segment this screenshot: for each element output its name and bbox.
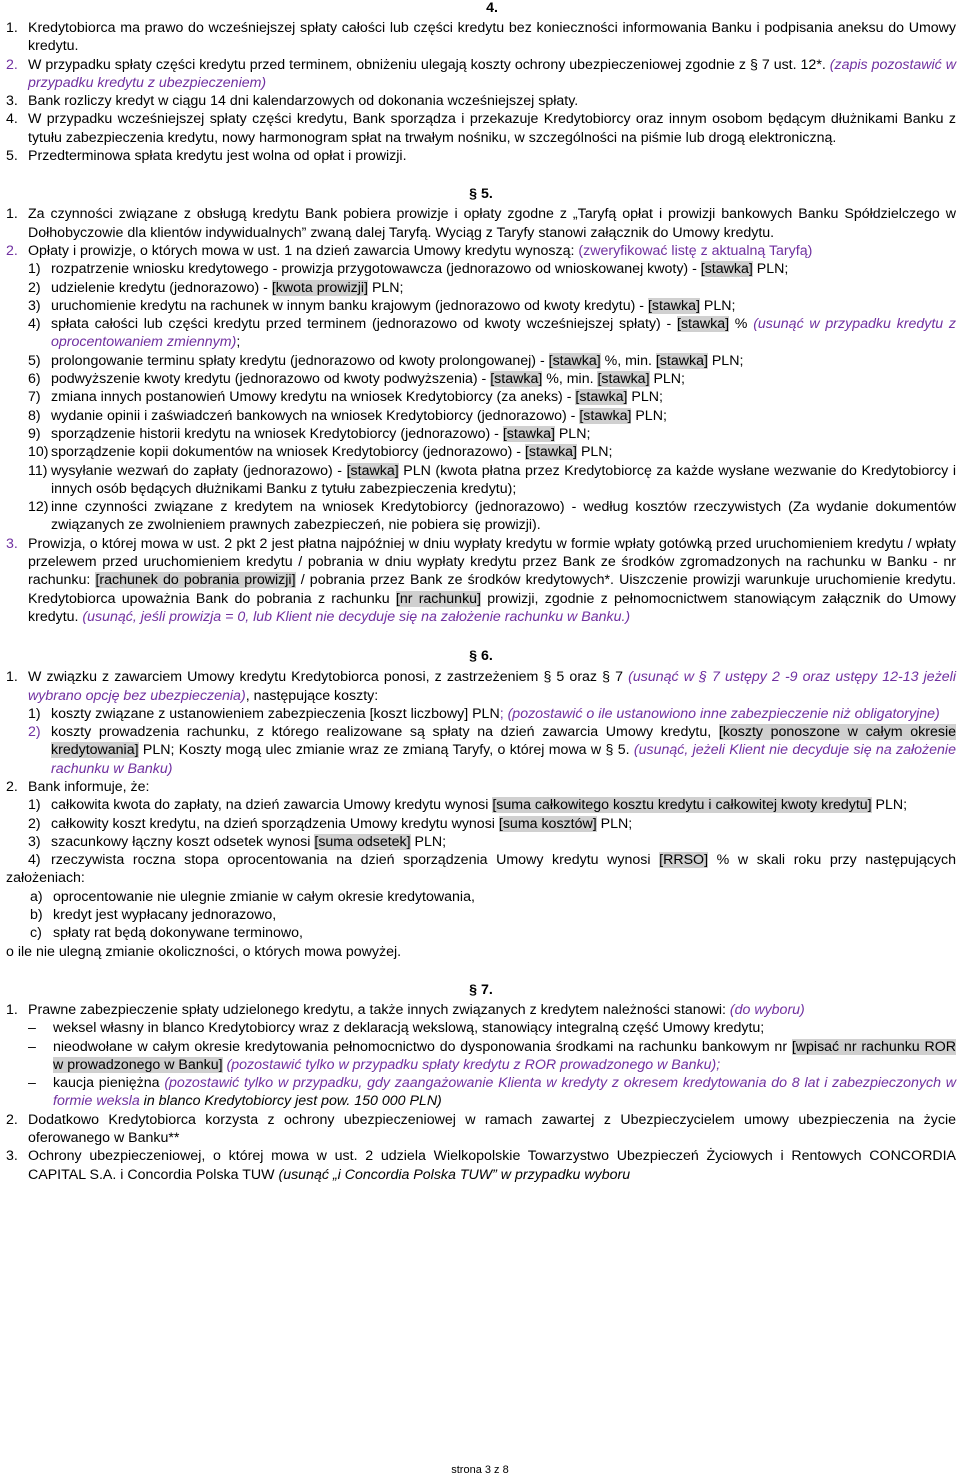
placeholder-field: [stawka] xyxy=(548,352,601,369)
info-item-2 xyxy=(6,815,956,833)
cost-note: (usunąć, jeżeli Klient nie decyduje się na założenie rachunku w Banku) xyxy=(51,742,956,777)
page-footer: strona 3 z 8 xyxy=(451,1464,509,1476)
item-text: Bank rozliczy kredyt w ciągu 14 dni kalendarzowych od dokonania wcześniejszej spłaty. xyxy=(28,93,579,110)
assumption-item xyxy=(6,888,956,906)
placeholder-field: [stawka] xyxy=(647,297,700,314)
sec7-item-3 xyxy=(6,1147,956,1184)
cost-separator: ; xyxy=(499,705,504,722)
document-page xyxy=(6,0,956,1184)
assumption-letter: b) xyxy=(30,907,43,924)
assumption-item xyxy=(6,906,956,924)
fee-text-mid: %, min. xyxy=(600,352,656,369)
assumption-letter: a) xyxy=(30,888,43,905)
fee-text-end: PLN; xyxy=(577,444,613,461)
fee-number: 8) xyxy=(28,407,41,424)
fee-item xyxy=(6,407,956,425)
placeholder-field: [suma kosztów] xyxy=(498,815,597,832)
item-note: (zapis pozostawić w przypadku kredytu z ubezpieczeniem) xyxy=(28,56,956,91)
fee-text-mid: % xyxy=(729,316,754,333)
info-number: 1) xyxy=(28,797,41,814)
fee-text: udzielenie kredytu (jednorazowo) - xyxy=(51,279,272,296)
fee-text-end: ; xyxy=(236,334,241,351)
fee-text-end: PLN; xyxy=(554,425,591,442)
item-text: Prawne zabezpieczenie spłaty udzielonego kredytu, a także innych związanych z kredytem należności stanowi: xyxy=(28,1001,730,1018)
info-text: całkowity koszt kredytu, na dzień sporządzenia Umowy kredytu wynosi xyxy=(51,815,499,832)
fee-text: spłata całości lub części kredytu przed terminem (jednorazowo od kwoty wcześniejszej spłaty) - xyxy=(51,316,677,333)
item-text: W przypadku wcześniejszej spłaty części kredytu, Bank sporządza i przekazuje Kredytobiorcy oraz innym osobom będącym dłużnikami Banku z tytułu zabezpieczenia kredytu, nowy harmonogram spłat na trwałym nośniku, w szczególności na piśmie lub drogą elektroniczną. xyxy=(28,111,956,146)
collateral-note: (pozostawić tylko w przypadku, gdy zaangażowanie Klienta w kredyty z okresem kredytowania do 8 lat i zabezpieczonych w formie weksla xyxy=(53,1075,957,1110)
item-text: Prowizja, o której mowa w ust. 2 pkt 2 jest płatna najpóźniej w dniu wypłaty kredytu w formie wpłaty gotówką przed uruchomieniem kredytu / wpłaty przelewem przed uruchomieniem kredytu / pobrania w dniu wypłaty kredytu przez Bank ze środków zgromadzonych na rachunku w Banku - nr rachunku: xyxy=(28,535,956,589)
fee-number: 7) xyxy=(28,389,41,406)
fee-item xyxy=(6,352,956,370)
dash-bullet: – xyxy=(28,1038,36,1055)
item-note: (usunąć „i Concordia Polska TUW” w przypadku wyboru xyxy=(278,1166,631,1183)
sec7-item-1 xyxy=(6,1001,956,1019)
fee-item xyxy=(6,297,956,315)
cost-text: koszty związane z ustanowieniem zabezpieczenia [koszt liczbowy] PLN xyxy=(51,705,500,722)
item-note: (do wyboru) xyxy=(729,1001,805,1018)
fee-number: 5) xyxy=(28,352,41,369)
fee-item xyxy=(6,425,956,443)
assumption-item xyxy=(6,924,956,942)
fee-number: 9) xyxy=(28,425,41,442)
item-number: 3. xyxy=(6,1148,18,1165)
placeholder-field: [suma całkowitego kosztu kredytu i całkowitej kwoty kredytu] xyxy=(492,797,872,814)
fee-item xyxy=(6,388,956,406)
collateral-text: weksel własny in blanco Kredytobiorcy wraz z deklaracją wekslową, stanowiący integralną część Umowy kredytu; xyxy=(53,1020,765,1037)
fee-item xyxy=(6,443,956,461)
fee-text: prolongowanie terminu spłaty kredytu (jednorazowo od kwoty prolongowanej) - xyxy=(51,352,549,369)
fee-number: 11) xyxy=(28,462,48,479)
placeholder-field: [stawka] xyxy=(677,316,730,333)
placeholder-field: [stawka] xyxy=(346,462,399,479)
fee-text: wydanie opinii i zaświadczeń bankowych na wniosek Kredytobiorcy (jednorazowo) - xyxy=(51,407,580,424)
collateral-text: kaucja pieniężna xyxy=(53,1075,165,1092)
assumption-text: spłaty rat będą dokonywane terminowo, xyxy=(53,925,303,942)
item-number: 2. xyxy=(6,56,18,73)
info-text-end: PLN; xyxy=(410,833,447,850)
cost-item-2 xyxy=(6,723,956,778)
fee-item xyxy=(6,260,956,278)
cost-note: (pozostawić o ile ustanowiono inne zabezpieczenie niż obligatoryjne) xyxy=(503,705,940,722)
fee-item xyxy=(6,370,956,388)
placeholder-field: [stawka] xyxy=(524,444,577,461)
item-text: W związku z zawarciem Umowy kredytu Kredytobiorca ponosi, z zastrzeżeniem § 5 oraz § 7 xyxy=(28,669,629,686)
fee-text: sporządzenie kopii dokumentów na wniosek Kredytobiorcy (jednorazowo) - xyxy=(51,444,525,461)
placeholder-field: [wpisać nr rachunku ROR w prowadzonego w Banku] xyxy=(53,1038,957,1073)
fee-text-end: PLN; xyxy=(627,389,663,406)
info-number: 2) xyxy=(28,815,41,832)
section-heading-5: § 5. xyxy=(469,186,493,203)
section-heading-6: § 6. xyxy=(469,648,493,665)
section-heading-7: § 7. xyxy=(469,981,493,998)
info-text: rzeczywista roczna stopa oprocentowania na dzień sporządzenia Umowy kredytu wynosi xyxy=(51,852,660,869)
info-text-end: PLN; xyxy=(596,815,633,832)
placeholder-field: [rachunek do pobrania prowizji] xyxy=(95,572,296,589)
item-number: 3. xyxy=(6,535,18,552)
fee-number: 12) xyxy=(28,499,49,516)
info-text-end: % w skali roku przy następujących założeniach: xyxy=(6,852,957,887)
placeholder-field: [suma odsetek] xyxy=(314,833,411,850)
item-number: 2. xyxy=(6,778,18,795)
fee-text: wysyłanie wezwań do zapłaty (jednorazowo) - xyxy=(51,462,347,479)
item-number: 1. xyxy=(6,206,18,223)
cost-text-end: PLN; Koszty mogą ulec zmianie wraz ze zmianą Taryfy, o której mowa w § 5. xyxy=(138,742,634,759)
item-text: Dodatkowo Kredytobiorca korzysta z ochrony ubezpieczeniowej w ramach zawartej z Ubezpieczycielem umowy ubezpieczenia na życie oferowanego w Banku** xyxy=(28,1111,956,1147)
placeholder-field: [kwota prowizji] xyxy=(271,279,369,296)
info-text: szacunkowy łączny koszt odsetek wynosi xyxy=(51,833,315,850)
dash-bullet: – xyxy=(28,1075,36,1092)
sec6-item-2 xyxy=(6,778,956,796)
sec4-item-2 xyxy=(6,56,956,93)
sec5-item-1 xyxy=(6,205,956,242)
item-text: Opłaty i prowizje, o których mowa w ust. 1 na dzień zawarcia Umowy kredytu wynoszą: xyxy=(28,242,575,259)
collateral-note: (pozostawić tylko w przypadku spłaty kredytu z ROR prowadzonego w Banku); xyxy=(222,1056,721,1073)
fee-text-end: PLN; xyxy=(707,352,744,369)
item-note: (usunąć, jeśli prowizja = 0, lub Klient nie decyduje się na założenie rachunku w Banku.) xyxy=(82,608,631,625)
item-number: 5. xyxy=(6,148,18,165)
collateral-item-2 xyxy=(6,1038,956,1075)
sec4-item-3 xyxy=(6,92,956,110)
placeholder-field: [stawka] xyxy=(575,389,628,406)
sec4-item-1 xyxy=(6,19,956,56)
item-note: (usunąć w § 7 ustępy 2 -9 oraz ustępy 12-13 jeżeli wybrano opcję bez ubezpieczenia) xyxy=(28,669,956,704)
collateral-item-1 xyxy=(6,1019,956,1037)
fee-text-end: PLN (kwota płatna przez Kredytobiorcę za każde wysłane wezwanie do Kredytobiorcy i innych osób będących dłużnikami Banku z tytułu zabezpieczenia kredytu); xyxy=(51,462,956,497)
dash-bullet: – xyxy=(28,1020,36,1037)
info-item-1 xyxy=(6,796,956,814)
item-number: 4. xyxy=(6,111,18,128)
sec4-item-4 xyxy=(6,110,956,147)
fee-text: podwyższenie kwoty kredytu (jednorazowo od kwoty podwyższenia) - xyxy=(51,371,491,388)
fee-text: inne czynności związane z kredytem na wniosek Kredytobiorcy (jednorazowo) - według kosztów rzeczywistych (Za wydanie dokumentów związanych ze zwolnieniem prawnych zabezpieczeń, nie pobiera się prowizji). xyxy=(51,499,956,534)
fee-text-end: PLN; xyxy=(699,297,736,314)
fee-number: 4) xyxy=(28,316,41,333)
item-number: 2. xyxy=(6,242,18,259)
placeholder-field: [RRSO] xyxy=(659,852,709,869)
item-text: Bank informuje, że: xyxy=(28,778,150,795)
info-item-3 xyxy=(6,833,956,851)
placeholder-field: [stawka] xyxy=(655,352,708,369)
fee-text-end: PLN; xyxy=(752,261,789,278)
assumption-text: oprocentowanie nie ulegnie zmianie w całym okresie kredytowania, xyxy=(53,888,475,905)
sec7-item-2 xyxy=(6,1111,956,1148)
fee-text: zmiana innych postanowień Umowy kredytu na wniosek Kredytobiorcy (za aneks) - xyxy=(51,389,576,406)
info-text: całkowita kwota do zapłaty, na dzień zawarcia Umowy kredytu wynosi xyxy=(51,797,493,814)
cost-number: 1) xyxy=(28,705,41,722)
placeholder-field: [koszty ponoszone w całym okresie kredytowania] xyxy=(51,724,956,759)
sec5-item-3 xyxy=(6,535,956,626)
item-text-end: prowizji, zgodnie z pełnomocnictwem stanowiącym załącznik do Umowy kredytu. xyxy=(28,590,956,625)
item-text: Za czynności związane z obsługą kredytu Bank pobiera prowizje i opłaty zgodne z „Taryfą opłat i prowizji bankowych Banku Spółdzielczego w Dołhobyczowie dla klientów indywidualnych” zwaną dalej Taryfą. Wyciąg z Taryfy stanowi załącznik do Umowy kredytu. xyxy=(28,206,956,241)
cost-item-1 xyxy=(6,705,956,723)
fee-note: (usunąć w przypadku kredytu z oprocentowaniem zmiennym) xyxy=(51,316,957,351)
fee-item xyxy=(6,315,956,352)
placeholder-field: [nr rachunku] xyxy=(395,590,481,607)
item-number: 2. xyxy=(6,1111,18,1128)
cost-number: 2) xyxy=(28,724,41,741)
sec5-item-2 xyxy=(6,242,956,260)
collateral-item-3 xyxy=(6,1074,956,1111)
fee-text-end: PLN; xyxy=(631,407,667,424)
fee-number: 3) xyxy=(28,297,41,314)
fee-item xyxy=(6,498,956,535)
fee-text: sporządzenie historii kredytu na wniosek Kredytobiorcy (jednorazowo) - xyxy=(51,425,503,442)
assumption-text: kredyt jest wypłacany jednorazowo, xyxy=(53,907,277,924)
placeholder-field: [stawka] xyxy=(700,261,753,278)
placeholder-field: [stawka] xyxy=(490,371,543,388)
item-text: Kredytobiorca ma prawo do wcześniejszej spłaty całości lub części kredytu bez konieczności informowania Banku i podpisania aneksu do Umowy kredytu. xyxy=(28,20,956,55)
fee-text-end: PLN; xyxy=(649,371,685,388)
item-text-mid: / pobrania przez Bank ze środków kredytowych*. Uiszczenie prowizji warunkuje uruchomienie kredytu. Kredytobiorca upoważnia Bank do pobrania z rachunku xyxy=(28,572,957,607)
fee-item xyxy=(6,462,956,499)
item-note: (zweryfikować listę z aktualną Taryfą) xyxy=(578,242,813,259)
fee-text-end: PLN; xyxy=(368,279,404,296)
info-text-end: PLN; xyxy=(871,797,908,814)
item-text: Ochrony ubezpieczeniowej, o której mowa w ust. 2 udziela Wielkopolskie Towarzystwo Ubezpieczeń Życiowych i Rentowych CONCORDIA CAPITAL S.A. i Concordia Polska TUW xyxy=(28,1148,956,1183)
section-heading-4: 4. xyxy=(486,0,498,16)
fee-number: 10) xyxy=(28,444,49,461)
fee-number: 6) xyxy=(28,371,41,388)
item-text: W przypadku spłaty części kredytu przed terminem, obniżeniu ulegają koszty ochrony ubezpieczeniowej zgodnie z § 7 ust. 12*. xyxy=(28,56,826,73)
item-text: Przedterminowa spłata kredytu jest wolna od opłat i prowizji. xyxy=(28,148,407,165)
item-number: 1. xyxy=(6,20,18,36)
info-number: 4) xyxy=(28,852,41,869)
item-number: 3. xyxy=(6,93,18,110)
assumption-letter: c) xyxy=(30,925,42,942)
cost-text: koszty prowadzenia rachunku, z którego realizowane są spłaty na dzień zawarcia Umowy kredytu, xyxy=(51,724,719,741)
item-number: 1. xyxy=(6,1001,18,1018)
collateral-text-end: in blanco Kredytobiorcy jest pow. 150 000 PLN) xyxy=(139,1093,442,1110)
info-item-4 xyxy=(6,851,956,888)
item-text-end: , następujące koszty: xyxy=(245,687,379,704)
fee-number: 2) xyxy=(28,279,41,296)
fee-text: rozpatrzenie wniosku kredytowego - prowizja przygotowawcza (jednorazowo od wnioskowanej kwoty) - xyxy=(51,261,701,278)
fee-number: 1) xyxy=(28,261,41,278)
fee-text: uruchomienie kredytu na rachunek w innym banku krajowym (jednorazowo od kwoty kredytu) - xyxy=(51,297,648,314)
sec6-item-1 xyxy=(6,668,956,705)
item-number: 1. xyxy=(6,669,18,686)
fee-item xyxy=(6,279,956,297)
placeholder-field: [stawka] xyxy=(579,407,632,424)
collateral-text: nieodwołane w całym okresie kredytowania pełnomocnictwo do dysponowania środkami na rachunku bankowym nr xyxy=(53,1038,792,1055)
placeholder-field: [stawka] xyxy=(502,425,555,442)
closing-text: o ile nie ulegną zmianie okoliczności, o których mowa powyżej. xyxy=(6,943,402,960)
sec4-item-5 xyxy=(6,147,956,165)
info-number: 3) xyxy=(28,833,41,850)
fee-text-mid: %, min. xyxy=(542,371,598,388)
placeholder-field: [stawka] xyxy=(597,371,650,388)
fee-list xyxy=(6,260,956,534)
